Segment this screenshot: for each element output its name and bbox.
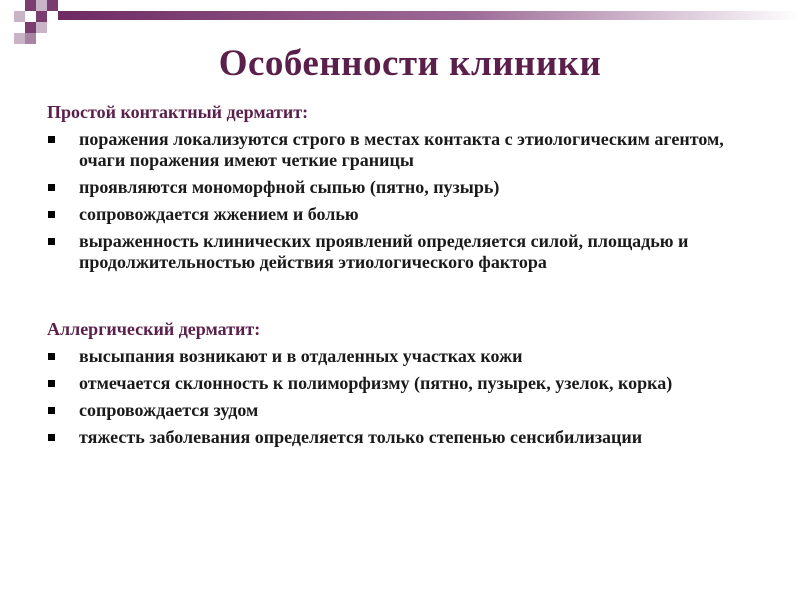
list-item: отмечается склонность к полиморфизму (пятно, пузырек, узелок, корка) [47, 373, 767, 394]
section-spacer [47, 273, 767, 319]
list-item: выраженность клинических проявлений определяется силой, площадью и продолжительностью действия этиологического фактора [47, 231, 767, 273]
list-item: высыпания возникают и в отдаленных участках кожи [47, 346, 767, 367]
contact-list [47, 129, 767, 273]
slide-title: Особенности клиники [218, 43, 602, 84]
decor-square [36, 11, 47, 22]
list-item: тяжесть заболевания определяется только степенью сенсибилизации [47, 427, 767, 448]
decor-square [36, 0, 47, 11]
decor-square [36, 22, 47, 33]
list-item: сопровождается жжением и болью [47, 204, 767, 225]
section-heading-allergic: Аллергический дерматит: [47, 319, 261, 339]
section-heading-contact: Простой контактный дерматит: [47, 102, 309, 122]
list-item: сопровождается зудом [47, 400, 767, 421]
allergic-list [47, 346, 767, 448]
decor-square [25, 22, 36, 33]
slide-content [47, 102, 767, 448]
decor-square [25, 0, 36, 11]
gradient-bar [58, 11, 800, 20]
decor-square [47, 0, 58, 11]
decor-square [14, 11, 25, 22]
list-item: поражения локализуются строго в местах контакта с этиологическим агентом, очаги поражения имеют четкие границы [47, 129, 767, 171]
list-item: проявляются мономорфной сыпью (пятно, пузырь) [47, 177, 767, 198]
